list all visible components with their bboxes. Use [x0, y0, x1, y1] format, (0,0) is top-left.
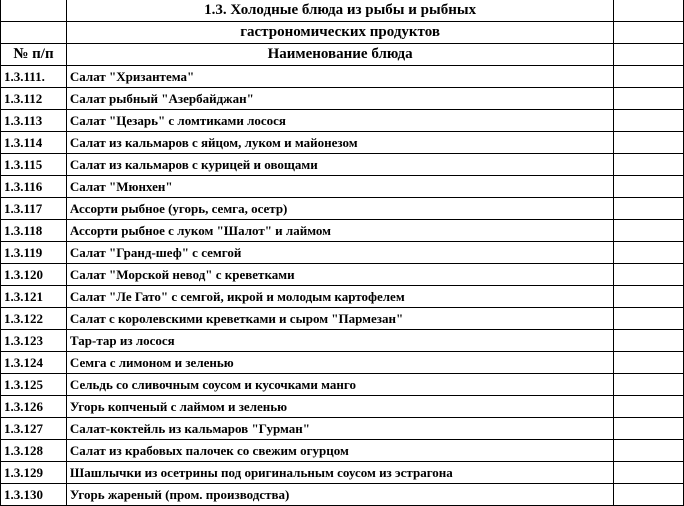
table-row — [1, 462, 684, 484]
column-header-name[interactable]: Наименование блюда — [66, 44, 613, 66]
table-row — [1, 242, 684, 264]
dish-number-cell[interactable]: 1.3.115 — [1, 154, 67, 176]
cell-empty[interactable] — [614, 242, 684, 264]
cell-empty[interactable] — [1, 0, 67, 22]
cell-empty[interactable] — [614, 132, 684, 154]
cell-empty[interactable] — [614, 484, 684, 506]
table-row — [1, 374, 684, 396]
table-row — [1, 198, 684, 220]
table-row — [1, 330, 684, 352]
cell-empty[interactable] — [614, 176, 684, 198]
dish-name-cell[interactable]: Салат из кальмаров с яйцом, луком и майонезом — [66, 132, 613, 154]
section-title-row-1 — [1, 0, 684, 22]
cell-empty[interactable] — [614, 374, 684, 396]
table-row — [1, 308, 684, 330]
dish-name-cell[interactable]: Салат "Цезарь" с ломтиками лосося — [66, 110, 613, 132]
dish-name-cell[interactable]: Салат "Мюнхен" — [66, 176, 613, 198]
dish-number-cell[interactable]: 1.3.111. — [1, 66, 67, 88]
cell-empty[interactable] — [1, 22, 67, 44]
dish-number-cell[interactable]: 1.3.121 — [1, 286, 67, 308]
dish-number-cell[interactable]: 1.3.124 — [1, 352, 67, 374]
dish-number-cell[interactable]: 1.3.116 — [1, 176, 67, 198]
column-header-number[interactable]: № п/п — [1, 44, 67, 66]
dish-name-cell[interactable]: Салат "Морской невод" с креветками — [66, 264, 613, 286]
table-row — [1, 110, 684, 132]
dish-number-cell[interactable]: 1.3.119 — [1, 242, 67, 264]
cell-empty[interactable] — [614, 286, 684, 308]
dish-name-cell[interactable]: Салат из крабовых палочек со свежим огурцом — [66, 440, 613, 462]
table-row — [1, 132, 684, 154]
table-row — [1, 286, 684, 308]
dish-name-cell[interactable]: Салат "Гранд-шеф" с семгой — [66, 242, 613, 264]
table-row — [1, 418, 684, 440]
dish-number-cell[interactable]: 1.3.126 — [1, 396, 67, 418]
section-title-line-1[interactable]: 1.3. Холодные блюда из рыбы и рыбных — [66, 0, 613, 22]
cell-empty[interactable] — [614, 0, 684, 22]
dish-name-cell[interactable]: Ассорти рыбное (угорь, семга, осетр) — [66, 198, 613, 220]
dish-number-cell[interactable]: 1.3.130 — [1, 484, 67, 506]
table-row — [1, 352, 684, 374]
dish-number-cell[interactable]: 1.3.128 — [1, 440, 67, 462]
dish-number-cell[interactable]: 1.3.118 — [1, 220, 67, 242]
cell-empty[interactable] — [614, 264, 684, 286]
table-row — [1, 154, 684, 176]
cell-empty[interactable] — [614, 352, 684, 374]
cell-empty[interactable] — [614, 418, 684, 440]
table-row — [1, 88, 684, 110]
dish-number-cell[interactable]: 1.3.125 — [1, 374, 67, 396]
dish-number-cell[interactable]: 1.3.127 — [1, 418, 67, 440]
table-row — [1, 396, 684, 418]
dish-number-cell[interactable]: 1.3.112 — [1, 88, 67, 110]
dish-name-cell[interactable]: Тар-тар из лосося — [66, 330, 613, 352]
table-row — [1, 220, 684, 242]
dish-name-cell[interactable]: Угорь жареный (пром. производства) — [66, 484, 613, 506]
dish-number-cell[interactable]: 1.3.122 — [1, 308, 67, 330]
dish-number-cell[interactable]: 1.3.120 — [1, 264, 67, 286]
cell-empty[interactable] — [614, 440, 684, 462]
section-title-row-2 — [1, 22, 684, 44]
dish-name-cell[interactable]: Шашлычки из осетрины под оригинальным соусом из эстрагона — [66, 462, 613, 484]
dish-name-cell[interactable]: Салат рыбный "Азербайджан" — [66, 88, 613, 110]
cell-empty[interactable] — [614, 154, 684, 176]
cell-empty[interactable] — [614, 396, 684, 418]
cell-empty[interactable] — [614, 462, 684, 484]
cell-empty[interactable] — [614, 198, 684, 220]
dish-number-cell[interactable]: 1.3.114 — [1, 132, 67, 154]
dish-name-cell[interactable]: Салат с королевскими креветками и сыром "Пармезан" — [66, 308, 613, 330]
table-row — [1, 484, 684, 506]
dish-number-cell[interactable]: 1.3.123 — [1, 330, 67, 352]
table-row — [1, 264, 684, 286]
cell-empty[interactable] — [614, 66, 684, 88]
dish-name-cell[interactable]: Салат из кальмаров с курицей и овощами — [66, 154, 613, 176]
cell-empty[interactable] — [614, 330, 684, 352]
cell-empty[interactable] — [614, 308, 684, 330]
dish-number-cell[interactable]: 1.3.129 — [1, 462, 67, 484]
dish-name-cell[interactable]: Салат-коктейль из кальмаров "Гурман" — [66, 418, 613, 440]
table-row — [1, 66, 684, 88]
dish-name-cell[interactable]: Угорь копченый с лаймом и зеленью — [66, 396, 613, 418]
cell-empty[interactable] — [614, 220, 684, 242]
cell-empty[interactable] — [614, 110, 684, 132]
table-row — [1, 176, 684, 198]
dish-name-cell[interactable]: Сельдь со сливочным соусом и кусочками манго — [66, 374, 613, 396]
dish-name-cell[interactable]: Семга с лимоном и зеленью — [66, 352, 613, 374]
table-row — [1, 440, 684, 462]
dish-name-cell[interactable]: Салат "Хризантема" — [66, 66, 613, 88]
cell-empty[interactable] — [614, 88, 684, 110]
dish-name-cell[interactable]: Салат "Ле Гато" с семгой, икрой и молодым картофелем — [66, 286, 613, 308]
dish-name-cell[interactable]: Ассорти рыбное с луком "Шалот" и лаймом — [66, 220, 613, 242]
column-header-row — [1, 44, 684, 66]
cell-empty[interactable] — [614, 44, 684, 66]
dish-number-cell[interactable]: 1.3.113 — [1, 110, 67, 132]
menu-table-body — [1, 0, 684, 506]
dish-number-cell[interactable]: 1.3.117 — [1, 198, 67, 220]
cell-empty[interactable] — [614, 22, 684, 44]
section-title-line-2[interactable]: гастрономических продуктов — [66, 22, 613, 44]
